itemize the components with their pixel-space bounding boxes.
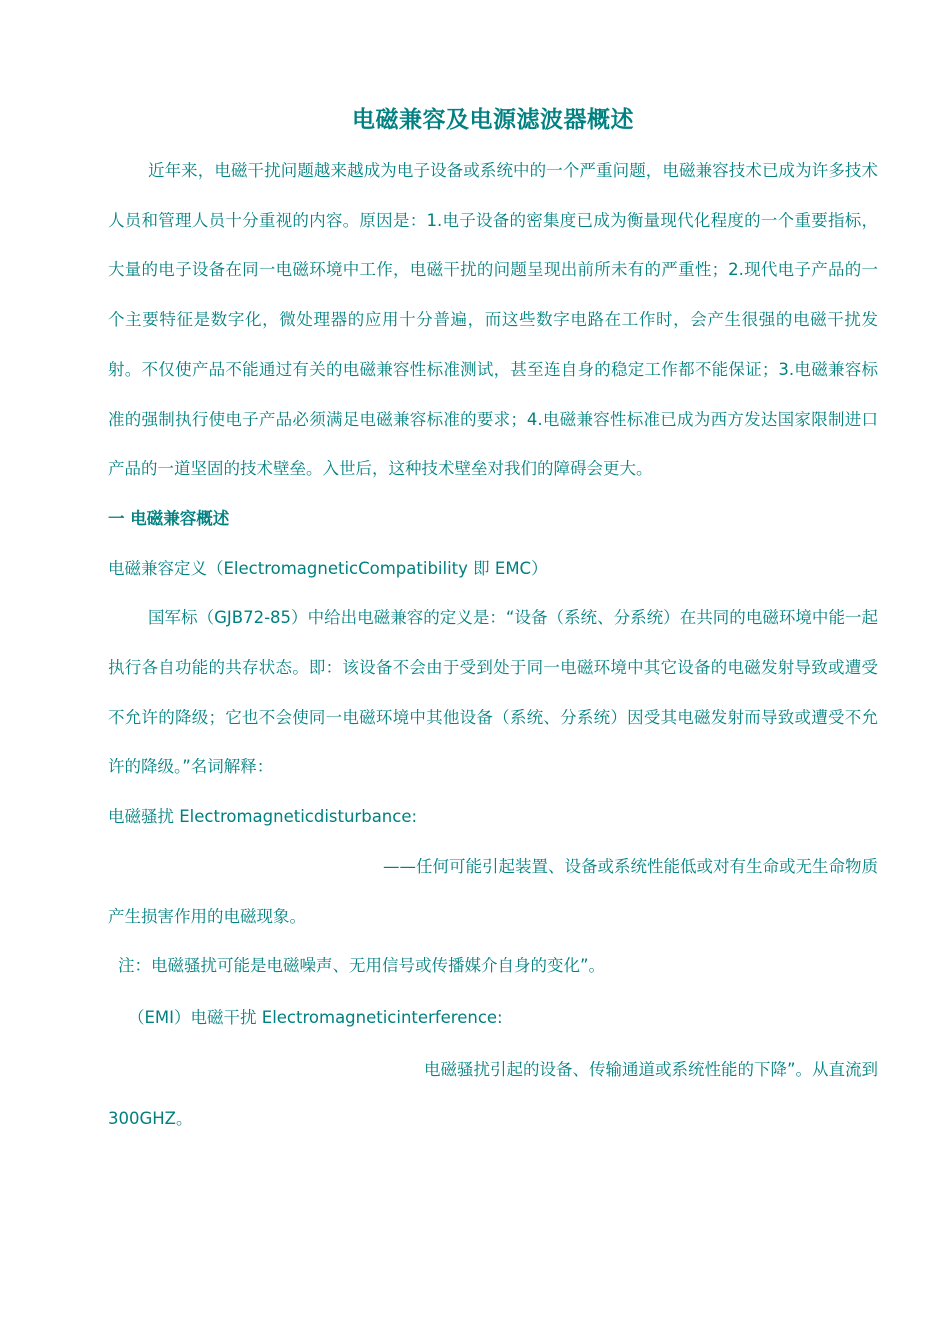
- document-page: [108, 100, 878, 1144]
- disturbance-term: 电磁骚扰 Electromagneticdisturbance:: [108, 807, 418, 827]
- disturbance-description-line1: ——任何可能引起装置、设备或系统性能低或对有生命或无生命物质: [383, 856, 878, 876]
- emc-definition-label: 电磁兼容定义（ElectromagneticCompatibility 即 EMC）: [108, 558, 548, 578]
- disturbance-description-line2: 产生损害作用的电磁现象。: [108, 906, 306, 926]
- section-heading-emc-overview: 一 电磁兼容概述: [108, 508, 230, 528]
- document-title: 电磁兼容及电源滤波器概述: [352, 107, 634, 133]
- disturbance-note: 注：电磁骚扰可能是电磁噪声、无用信号或传播媒介自身的变化”。: [118, 956, 606, 976]
- emi-description-line2: 300GHZ。: [108, 1108, 193, 1128]
- intro-paragraph: 近年来，电磁干扰问题越来越成为电子设备或系统中的一个严重问题，电磁兼容技术已成为许多技术人员和管理人员十分重视的内容。原因是：1.电子设备的密集度已成为衡量现代化程度的一个重要指标，大量的电子设备在同一电磁环境中工作，电磁干扰的问题呈现出前所未有的严重性；2.现代电子产品的一个主要特征是数字化，微处理器的应用十分普遍，而这些数字电路在工作时，会产生很强的电磁干扰发射。不仅使产品不能通过有关的电磁兼容性标准测试，甚至连自身的稳定工作都不能保证；3.电磁兼容标准的强制执行使电子产品必须满足电磁兼容标准的要求；4.电磁兼容性标准已成为西方发达国家限制进口产品的一道坚固的技术壁垒。入世后，这种技术壁垒对我们的障碍会更大。: [108, 161, 878, 479]
- gjb-definition-paragraph: 国军标（GJB72-85）中给出电磁兼容的定义是：“设备（系统、分系统）在共同的电磁环境中能一起执行各自功能的共存状态。即：该设备不会由于受到处于同一电磁环境中其它设备的电磁发射导致或遭受不允许的降级；它也不会使同一电磁环境中其他设备（系统、分系统）因受其电磁发射而导致或遭受不允许的降级。”名词解释：: [108, 608, 878, 777]
- emi-term: （EMI）电磁干扰 Electromagneticinterference:: [128, 1007, 503, 1027]
- emi-description-line1: 电磁骚扰引起的设备、传输通道或系统性能的下降”。从直流到: [423, 1059, 878, 1079]
